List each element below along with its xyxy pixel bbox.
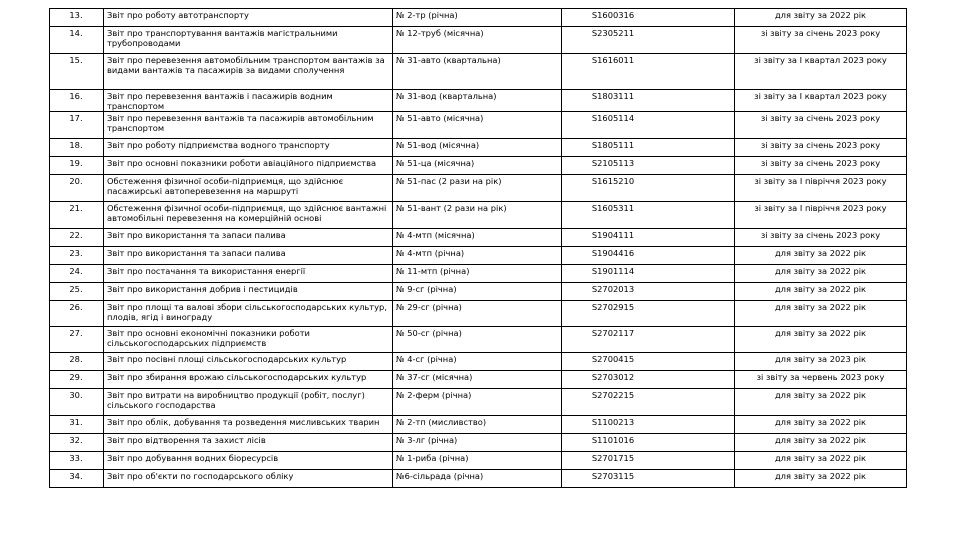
report-name: Звіт про перевезення вантажів та пасажирів автомобільним транспортом	[104, 112, 393, 139]
row-number: 29.	[50, 371, 104, 389]
form-number: № 4-мтп (місячна)	[393, 229, 562, 247]
form-number: № 50-сг (річна)	[393, 327, 562, 353]
form-number: № 2-тп (мисливство)	[393, 416, 562, 434]
form-code: S1600316	[562, 9, 735, 27]
form-number: № 31-авто (квартальна)	[393, 54, 562, 90]
reporting-period: для звіту за 2022 рік	[735, 247, 907, 265]
report-name: Обстеження фізичної особи-підприємця, що здійснює вантажні автомобільні перевезення на комерційній основі	[104, 202, 393, 229]
table-row	[50, 416, 907, 434]
table-row	[50, 283, 907, 301]
row-number: 19.	[50, 157, 104, 175]
reporting-period: для звіту за 2022 рік	[735, 416, 907, 434]
form-code: S1904416	[562, 247, 735, 265]
form-number: № 12-труб (місячна)	[393, 27, 562, 54]
report-name: Звіт про використання та запаси палива	[104, 229, 393, 247]
row-number: 21.	[50, 202, 104, 229]
row-number: 28.	[50, 353, 104, 371]
form-code: S1101016	[562, 434, 735, 452]
table-row	[50, 434, 907, 452]
form-code: S1615210	[562, 175, 735, 202]
report-name: Звіт про основні економічні показники роботи сільськогосподарських підприємств	[104, 327, 393, 353]
report-name: Звіт про постачання та використання енергії	[104, 265, 393, 283]
row-number: 23.	[50, 247, 104, 265]
report-name: Звіт про посівні площі сільськогосподарських культур	[104, 353, 393, 371]
row-number: 17.	[50, 112, 104, 139]
report-name: Звіт про збирання врожаю сільськогосподарських культур	[104, 371, 393, 389]
reporting-period: зі звіту за І квартал 2023 року	[735, 54, 907, 90]
form-code: S1616011	[562, 54, 735, 90]
form-code: S2702117	[562, 327, 735, 353]
table-row	[50, 157, 907, 175]
row-number: 16.	[50, 90, 104, 112]
row-number: 26.	[50, 301, 104, 327]
reporting-period: зі звіту за січень 2023 року	[735, 112, 907, 139]
row-number: 25.	[50, 283, 104, 301]
reporting-period: зі звіту за січень 2023 року	[735, 229, 907, 247]
form-number: № 51-вант (2 рази на рік)	[393, 202, 562, 229]
report-name: Звіт про основні показники роботи авіаційного підприємства	[104, 157, 393, 175]
form-code: S1100213	[562, 416, 735, 434]
report-name: Звіт про об'єкти по господарського обліку	[104, 470, 393, 488]
report-name: Звіт про використання добрив і пестицидів	[104, 283, 393, 301]
report-name: Звіт про витрати на виробництво продукції (робіт, послуг) сільського господарства	[104, 389, 393, 416]
form-code: S1904111	[562, 229, 735, 247]
table-row	[50, 112, 907, 139]
form-number: № 4-сг (річна)	[393, 353, 562, 371]
reporting-period: для звіту за 2022 рік	[735, 389, 907, 416]
form-number: № 51-вод (місячна)	[393, 139, 562, 157]
table-row	[50, 90, 907, 112]
report-name: Обстеження фізичної особи-підприємця, що здійснює пасажирські автоперевезення на маршруті	[104, 175, 393, 202]
table-row	[50, 470, 907, 488]
form-code: S2703012	[562, 371, 735, 389]
form-number: № 51-пас (2 рази на рік)	[393, 175, 562, 202]
row-number: 31.	[50, 416, 104, 434]
report-name: Звіт про перевезення автомобільним транспортом вантажів за видами вантажів та пасажирів за видами сполучення	[104, 54, 393, 90]
reporting-period: зі звіту за І півріччя 2023 року	[735, 175, 907, 202]
form-code: S2701715	[562, 452, 735, 470]
row-number: 20.	[50, 175, 104, 202]
form-number: № 4-мтп (річна)	[393, 247, 562, 265]
table-row	[50, 327, 907, 353]
form-code: S2105113	[562, 157, 735, 175]
table-row	[50, 175, 907, 202]
table-row	[50, 389, 907, 416]
form-number: № 2-тр (річна)	[393, 9, 562, 27]
form-number: № 1-риба (річна)	[393, 452, 562, 470]
row-number: 34.	[50, 470, 104, 488]
reporting-period: для звіту за 2022 рік	[735, 327, 907, 353]
table-row	[50, 27, 907, 54]
report-name: Звіт про перевезення вантажів і пасажирів водним транспортом	[104, 90, 393, 112]
form-number: № 2-ферм (річна)	[393, 389, 562, 416]
report-name: Звіт про добування водних біоресурсів	[104, 452, 393, 470]
row-number: 30.	[50, 389, 104, 416]
reporting-period: для звіту за 2022 рік	[735, 452, 907, 470]
table-body	[50, 9, 907, 488]
table-row	[50, 452, 907, 470]
row-number: 18.	[50, 139, 104, 157]
form-number: №6-сільрада (річна)	[393, 470, 562, 488]
form-number: № 31-вод (квартальна)	[393, 90, 562, 112]
table-row	[50, 54, 907, 90]
form-code: S1803111	[562, 90, 735, 112]
report-name: Звіт про відтворення та захист лісів	[104, 434, 393, 452]
form-code: S2702915	[562, 301, 735, 327]
table-row	[50, 371, 907, 389]
reporting-forms-table	[49, 8, 907, 488]
reporting-period: зі звіту за січень 2023 року	[735, 157, 907, 175]
reporting-period: для звіту за 2022 рік	[735, 9, 907, 27]
table-row	[50, 229, 907, 247]
report-name: Звіт про використання та запаси палива	[104, 247, 393, 265]
form-code: S2703115	[562, 470, 735, 488]
form-number: № 11-мтп (річна)	[393, 265, 562, 283]
form-number: № 37-сг (місячна)	[393, 371, 562, 389]
reporting-period: для звіту за 2022 рік	[735, 434, 907, 452]
report-name: Звіт про роботу підприємства водного транспорту	[104, 139, 393, 157]
row-number: 24.	[50, 265, 104, 283]
row-number: 33.	[50, 452, 104, 470]
form-number: № 3-лг (річна)	[393, 434, 562, 452]
row-number: 15.	[50, 54, 104, 90]
form-code: S2700415	[562, 353, 735, 371]
report-name: Звіт про облік, добування та розведення мисливських тварин	[104, 416, 393, 434]
form-code: S1605311	[562, 202, 735, 229]
report-name: Звіт про транспортування вантажів магістральними трубопроводами	[104, 27, 393, 54]
form-number: № 9-сг (річна)	[393, 283, 562, 301]
reporting-period: зі звіту за І півріччя 2023 року	[735, 202, 907, 229]
row-number: 14.	[50, 27, 104, 54]
table-row	[50, 9, 907, 27]
reporting-period: для звіту за 2022 рік	[735, 301, 907, 327]
form-code: S2702013	[562, 283, 735, 301]
form-code: S1901114	[562, 265, 735, 283]
reporting-period: зі звіту за І квартал 2023 року	[735, 90, 907, 112]
reporting-period: зі звіту за червень 2023 року	[735, 371, 907, 389]
table-row	[50, 202, 907, 229]
form-number: № 29-сг (річна)	[393, 301, 562, 327]
report-name: Звіт про роботу автотранспорту	[104, 9, 393, 27]
report-name: Звіт про площі та валові збори сільськогосподарських культур, плодів, ягід і винограду	[104, 301, 393, 327]
reporting-period: зі звіту за січень 2023 року	[735, 27, 907, 54]
form-code: S2702215	[562, 389, 735, 416]
form-code: S2305211	[562, 27, 735, 54]
row-number: 13.	[50, 9, 104, 27]
form-number: № 51-авто (місячна)	[393, 112, 562, 139]
table-row	[50, 353, 907, 371]
row-number: 27.	[50, 327, 104, 353]
table-row	[50, 247, 907, 265]
reporting-period: зі звіту за січень 2023 року	[735, 139, 907, 157]
form-code: S1805111	[562, 139, 735, 157]
reporting-period: для звіту за 2022 рік	[735, 283, 907, 301]
table-row	[50, 139, 907, 157]
reporting-period: для звіту за 2022 рік	[735, 470, 907, 488]
row-number: 22.	[50, 229, 104, 247]
row-number: 32.	[50, 434, 104, 452]
form-number: № 51-ца (місячна)	[393, 157, 562, 175]
form-code: S1605114	[562, 112, 735, 139]
reporting-period: для звіту за 2022 рік	[735, 265, 907, 283]
table-row	[50, 265, 907, 283]
reporting-period: для звіту за 2023 рік	[735, 353, 907, 371]
table-row	[50, 301, 907, 327]
